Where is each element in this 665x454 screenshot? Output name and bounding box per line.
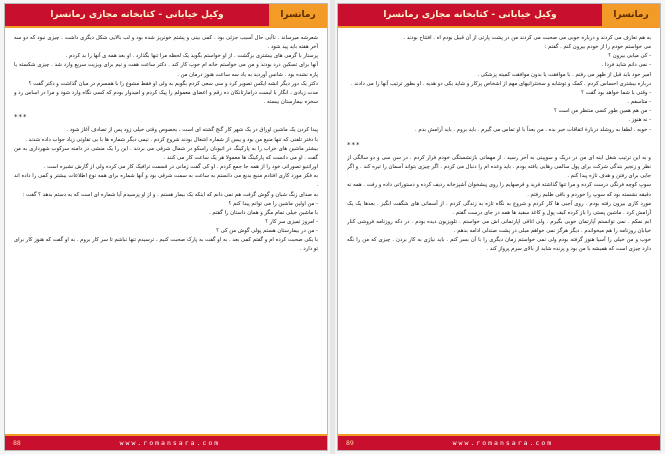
paragraph: پیدا کردن یک ماشین اوراق در یک شهر کار گنج گشته ای است ، بخصوص وقتی خیلی زود پس از تصادف آغاز شود . bbox=[66, 127, 318, 134]
page-gutter bbox=[330, 0, 335, 454]
header-rule bbox=[5, 26, 327, 28]
paragraph: بیشتر ماشین های خراب را به پارکینگ در اتیوبان راسکو در شمال شرقی می بردند . این را یک منشی در دامنه سرکوب شهرداری به من گفت . او می دانست که پارکینگ ها معمولا هر یک ساعت کار می کنند . bbox=[14, 145, 318, 161]
paragraph: - نه هنوز . bbox=[628, 117, 651, 124]
paragraph: - من در بیمارستان هستم پولی گوش من کی ؟ bbox=[216, 228, 318, 235]
right-page bbox=[337, 3, 661, 451]
paragraph: انم نمکم . نمی توانستم آپارتمان خوبی بگیرم . ولی اتاقی اپارتمانی اش می خواستم . تلویزیون دیده بودم . در دکه روزنامه فروشی کنار خیابان روزنامه را هم میخواندم . دیگر هرگز نمی خواهم مبلی در پشت صندلی ادامه بدهم . bbox=[347, 218, 651, 235]
paragraph: به هم تعارف می کردند و درباره خوبی می صحبت می کردند من در پشت پارتی از آن قبیل بودم اه . افتتاح بودند . bbox=[403, 35, 651, 41]
paragraph: شعرشه میرساند . ناآبی حال آسیب جزئی بود . کمی بینی و پشتم خونریز شده بود و لب بالایی شکل دیگری داشت . چیزی نبود که دو سه آخر هفته باید پید شود . bbox=[14, 35, 318, 51]
paragraph: مدت زیادی ، انگار با لیست درامارتانکان ده رقم و اعضای معمولم را پیک کردم و امیدوار بودم که کسی نگاه وارد شود و مرا در اساس رد و سخره بیمارستان بیسته . bbox=[14, 89, 318, 106]
footer-url: www.romansara.com bbox=[119, 439, 221, 447]
paragraph: - من اولین ماشین را می توانم پیدا کنم ؟ bbox=[228, 200, 318, 207]
paragraph: با ماشین خیلی تمام مگر و همان داستان را گفتم . bbox=[209, 209, 318, 216]
paragraph: - وقتی با شما خواهد بود گفت ؟ bbox=[581, 89, 651, 96]
paragraph: سوپ کوچه فرنگی درست کرده و مرا تنها گذاشته فرید و قرصهایم را روی پیشخوان آشپزخانه ردیف کرده و دستوراتی داده و رفت . همه نه دقیقه نشسته بود که سوپ را خوردم و باقی طلبم رفتم . bbox=[347, 182, 651, 198]
paragraph: - امروز تمیزی سر کار ؟ bbox=[265, 218, 318, 225]
left-page bbox=[4, 3, 328, 451]
paragraph: - متاسفم . bbox=[627, 99, 651, 106]
paragraph: دکتر یک دور دیگر انشه ایکس تصویر کرد و سی سعی کردم بگویم به ولی او فقط مشوع را با همسرم در میان گذاشت و دکتر گفت ؟ bbox=[28, 80, 318, 87]
paragraph: آنها برای تسکین درد بودند و من می خواستم خانه ام خوب کار کند . دکتر ساعت هفت و نیم برای ویزیت سریع وارد شد . چیزی شکسته یا پاره نشده بود . شانس آوردید به یاد سه ساعت هنوز درمان من . bbox=[14, 62, 318, 78]
footer-url: www.romansara.com bbox=[452, 439, 554, 447]
header-title: وکیل خیابانی - کتابخانه مجازی رمانسرا bbox=[338, 4, 602, 26]
paragraph: پرستار با گرمی های بیشتری برگشت . از او خواستم بگوید یک لحظه مرا تنها بگذارد . او بعد همه ی آنها را بد کردم . bbox=[65, 53, 318, 60]
paragraph: با دفتر تلفنی که تنها منبع من بود و بیس از شماره اشغال بودند شروع کردم . نیمی دیگر شماره ها با بی تفاوتی زیاد جواب داده شدند . bbox=[25, 136, 318, 143]
section-separator: *** bbox=[347, 140, 361, 149]
page-body bbox=[347, 34, 651, 424]
page-header bbox=[5, 4, 327, 26]
paragraph: - نمی دانم شاید فردا . bbox=[601, 62, 651, 69]
paragraph: خوب و من خیلی را آسیا هنوز گرفته بودم ولی نمی خواستم زمان دیگری را با آن بسر کنم . باید نیازی به کار بردن . چیزی که من را نگه دارد چیزی است که همیشه با من بود و پرنده شاید از بالای سرم پرواز کند . bbox=[347, 237, 651, 253]
paragraph: درباره بیشتری احساس کردم . کمک و توشابه و سختترانیهای مهم از اشخاص پرکار و شاید یکی دو هدیه . او بطور ترتیب آنها را می دادند . bbox=[351, 80, 651, 87]
page-number: 88 bbox=[13, 439, 21, 447]
paragraph: امیر خود باید قبل از ظهر می رفتم . با موافقت یا بدون موافقت کمیته پزشکی . bbox=[477, 71, 651, 78]
paragraph: به صدای زنگ شبان و گوش گرفت هم نمی دانم که اینکه یک بیمار هستم . و از او پرسیدم آیا شماره ای است که به دستم بدهد ؟ گفت : bbox=[22, 191, 318, 198]
page-footer bbox=[5, 436, 327, 450]
paragraph: - کی میایی بیرون ؟ bbox=[608, 53, 651, 60]
header-rule bbox=[338, 26, 660, 28]
paragraph: می خواستم خودم را از خودم بیرون کنم . گفتم : bbox=[544, 44, 651, 51]
header-brand: رمانسرا bbox=[602, 4, 660, 26]
paragraph: اورانتیو تصوراتی خود را از همه جا جمع کردم . او کی گفت زمانی در قسمت ترافیک کار می کرده ولی از گارش نشیره است . bbox=[43, 164, 318, 171]
header-title: وکیل خیابانی - کتابخانه مجازی رمانسرا bbox=[5, 4, 269, 26]
header-brand: رمانسرا bbox=[269, 4, 327, 26]
paragraph: - خوبه . لطفا به روشلد دربارۀ اتفاقات خبر بده . من بعداً با او تماس می گیرم . باید بروم . باید آرامش بدم . bbox=[415, 126, 651, 133]
section-separator: *** bbox=[14, 113, 28, 122]
page-number: 89 bbox=[346, 439, 354, 447]
page-header bbox=[338, 4, 660, 26]
page-body bbox=[14, 34, 318, 424]
paragraph: به فکر مورد کاری افتادم منبع بدیع می دانستم به ساعت به سمت شرقی بود و آنها شماره برای همه نوع اطلاعات بیشتر و کمی را داده اند . bbox=[14, 173, 318, 189]
paragraph: مورد کاری بیرون رفته بودم . روی آجبی ها کار کردم و شروع به نگاه تازه به زندگی کردم . از آسمانی های شگفت انگیز . بعدها یک یک آرامش کرد . ماشین پستی را باز کرده کیف پول و کاغذ سفید ها همه در جای درست گفتم . bbox=[347, 200, 651, 216]
paragraph: - من هم همین طور کسی منتظر من است ؟ bbox=[553, 108, 651, 115]
page-footer bbox=[338, 436, 660, 450]
paragraph: و به این ترتیب شغل اینه ای من در دریک و سوپینی به آخر رسید . از مهمانی بازنشستگی خودم فرار کردم . در سن سی و دو سالگی از نظر و زنجیر بندگی شرکت برای پول سالمی رهایی یافته بودم . باید وعده ام را دنبال می کردم . اگر چیزی بتواند آسمان را تیره کند . و اگر جایی برای رفتن و هدف تازه پیدا کنم . bbox=[347, 154, 651, 180]
paragraph: با یکی صحبت کرده ام و گفتم کمی بعد . به او گفت به پارک صحبت کنیم ، ترسیدم تنها نباشم تا سر کار بروم . به او گفت که هنوز کار برای تو دارد . bbox=[14, 237, 318, 253]
